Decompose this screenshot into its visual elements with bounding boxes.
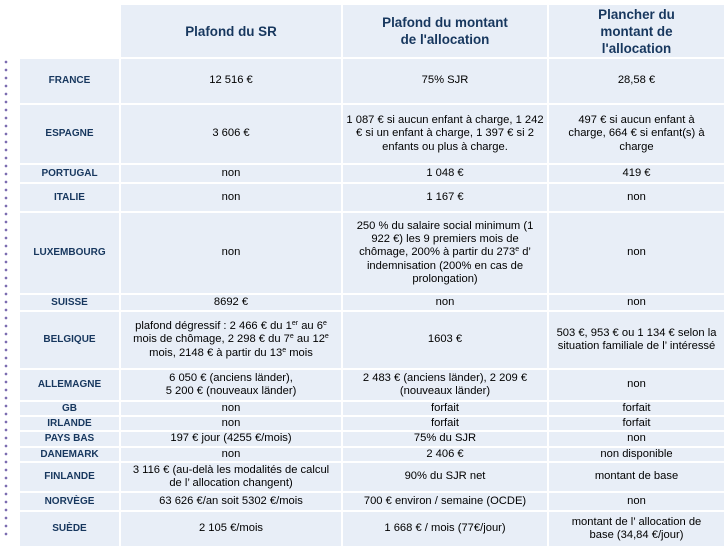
sr-ceiling-cell: non — [121, 448, 341, 461]
table-row — [20, 417, 724, 430]
superscript: e — [515, 246, 520, 254]
allowance-floor-cell: non — [549, 213, 724, 293]
header-allowance-floor — [549, 5, 724, 57]
allowance-ceiling-cell — [343, 213, 547, 293]
header-row — [20, 5, 724, 57]
country-cell: ITALIE — [20, 184, 119, 211]
allowance-floor-cell: 419 € — [549, 165, 724, 182]
allowance-ceiling-cell: 90% du SJR net — [343, 463, 547, 491]
country-cell: LUXEMBOURG — [20, 213, 119, 293]
belgium-sr-text-a: plafond dégressif : 2 466 € du 1 — [135, 320, 292, 333]
country-cell: FINLANDE — [20, 463, 119, 491]
country-cell: ESPAGNE — [20, 105, 119, 163]
country-cell: BELGIQUE — [20, 312, 119, 368]
sr-ceiling-cell: non — [121, 402, 341, 415]
allowance-floor-cell: 497 € si aucun enfant à charge, 664 € si enfant(s) à charge — [549, 105, 724, 163]
sr-ceiling-cell: 63 626 €/an soit 5302 €/mois — [121, 493, 341, 510]
header-corner — [20, 5, 119, 57]
table-row — [20, 432, 724, 445]
sr-ceiling-cell: 3 606 € — [121, 105, 341, 163]
allowance-floor-cell: non disponible — [549, 448, 724, 461]
table-row — [20, 448, 724, 461]
table-row — [20, 493, 724, 510]
country-cell: SUISSE — [20, 295, 119, 310]
table-row — [20, 512, 724, 546]
country-cell: IRLANDE — [20, 417, 119, 430]
allowance-floor-cell: non — [549, 184, 724, 211]
allowance-ceiling-cell: 1 167 € — [343, 184, 547, 211]
country-cell: DANEMARK — [20, 448, 119, 461]
allowance-ceiling-cell: non — [343, 295, 547, 310]
luxembourg-ceiling-text-2: d’ indemnisation (200% en cas de prolongation) — [366, 246, 531, 285]
table-row — [20, 213, 724, 293]
sr-ceiling-cell: 8692 € — [121, 295, 341, 310]
unemployment-allowance-table — [18, 3, 726, 548]
belgium-sr-text-e: mois, 2148 € à partir du 13 — [149, 346, 283, 359]
country-cell: GB — [20, 402, 119, 415]
allowance-floor-cell: 28,58 € — [549, 59, 724, 103]
allowance-ceiling-cell: forfait — [343, 417, 547, 430]
table-row — [20, 402, 724, 415]
sr-ceiling-cell: 197 € jour (4255 €/mois) — [121, 432, 341, 445]
allowance-floor-cell: non — [549, 432, 724, 445]
country-cell: PORTUGAL — [20, 165, 119, 182]
superscript: e — [289, 333, 294, 341]
allowance-ceiling-line-2: (nouveaux länder) — [399, 385, 491, 397]
allowance-floor-cell: forfait — [549, 417, 724, 430]
allowance-ceiling-cell: 75% du SJR — [343, 432, 547, 445]
allowance-floor-cell: non — [549, 295, 724, 310]
luxembourg-ceiling-text-1: 250 % du salaire social minimum (1 922 €) les 9 premiers mois de chômage, 200% à partir du 273 — [356, 219, 534, 259]
table-row — [20, 312, 724, 368]
allowance-ceiling-line-1: 2 483 € (anciens länder), 2 209 € — [362, 371, 528, 384]
allowance-floor-cell: forfait — [549, 402, 724, 415]
sr-ceiling-cell: non — [121, 184, 341, 211]
table-row — [20, 463, 724, 491]
allowance-ceiling-cell: 2 406 € — [343, 448, 547, 461]
sr-ceiling-cell: 2 105 €/mois — [121, 512, 341, 546]
sr-ceiling-cell — [121, 370, 341, 400]
country-cell: SUÈDE — [20, 512, 119, 546]
superscript: e — [324, 333, 329, 341]
country-cell: PAYS BAS — [20, 432, 119, 445]
header-allowance-floor-text: Plancher du montant de l'allocation — [598, 6, 675, 56]
sr-ceiling-cell: non — [121, 417, 341, 430]
allowance-floor-cell: montant de l’ allocation de base (34,84 €/jour) — [549, 512, 724, 546]
sr-ceiling-cell: 3 116 € (au-delà les modalités de calcul de l’ allocation changent) — [121, 463, 341, 491]
allowance-ceiling-cell: 75% SJR — [343, 59, 547, 103]
table-row — [20, 59, 724, 103]
table-row — [20, 370, 724, 400]
country-cell: NORVÈGE — [20, 493, 119, 510]
country-cell: ALLEMAGNE — [20, 370, 119, 400]
sr-ceiling-cell: 12 516 € — [121, 59, 341, 103]
header-allowance-ceiling-text: Plafond du montant de l'allocation — [382, 15, 508, 47]
decorative-dotted-line — [4, 58, 8, 540]
allowance-ceiling-cell: 1 048 € — [343, 165, 547, 182]
allowance-floor-cell: non — [549, 370, 724, 400]
superscript: e — [282, 346, 287, 354]
sr-ceiling-cell: non — [121, 165, 341, 182]
sr-ceiling-line-2: 5 200 € (nouveaux länder) — [165, 385, 297, 397]
superscript: e — [322, 320, 327, 328]
table-row — [20, 165, 724, 182]
header-sr-ceiling: Plafond du SR — [121, 5, 341, 57]
allowance-floor-cell: montant de base — [549, 463, 724, 491]
allowance-floor-cell: non — [549, 493, 724, 510]
allowance-ceiling-cell: 1603 € — [343, 312, 547, 368]
allowance-ceiling-cell: 1 087 € si aucun enfant à charge, 1 242 € si un enfant à charge, 1 397 € si 2 enfants ou plus à charge. — [343, 105, 547, 163]
allowance-ceiling-cell: forfait — [343, 402, 547, 415]
allowance-ceiling-cell — [343, 370, 547, 400]
allowance-ceiling-cell: 700 € environ / semaine (OCDE) — [343, 493, 547, 510]
allowance-floor-cell: 503 €, 953 € ou 1 134 € selon la situation familiale de l’ intéressé — [549, 312, 724, 368]
table-row — [20, 295, 724, 310]
allowance-ceiling-cell: 1 668 € / mois (77€/jour) — [343, 512, 547, 546]
country-cell: FRANCE — [20, 59, 119, 103]
belgium-sr-text-d: au 12 — [293, 333, 325, 346]
sr-ceiling-cell: non — [121, 213, 341, 293]
sr-ceiling-cell — [121, 312, 341, 368]
sr-ceiling-line-1: 6 050 € (anciens länder), — [169, 371, 293, 384]
table-row — [20, 184, 724, 211]
belgium-sr-text-f: mois — [286, 346, 313, 359]
belgium-sr-text-c: mois de chômage, 2 298 € du 7 — [133, 333, 290, 346]
superscript: er — [291, 320, 299, 328]
table-row — [20, 105, 724, 163]
belgium-sr-text-b: au 6 — [298, 320, 323, 333]
header-allowance-ceiling — [343, 5, 547, 57]
